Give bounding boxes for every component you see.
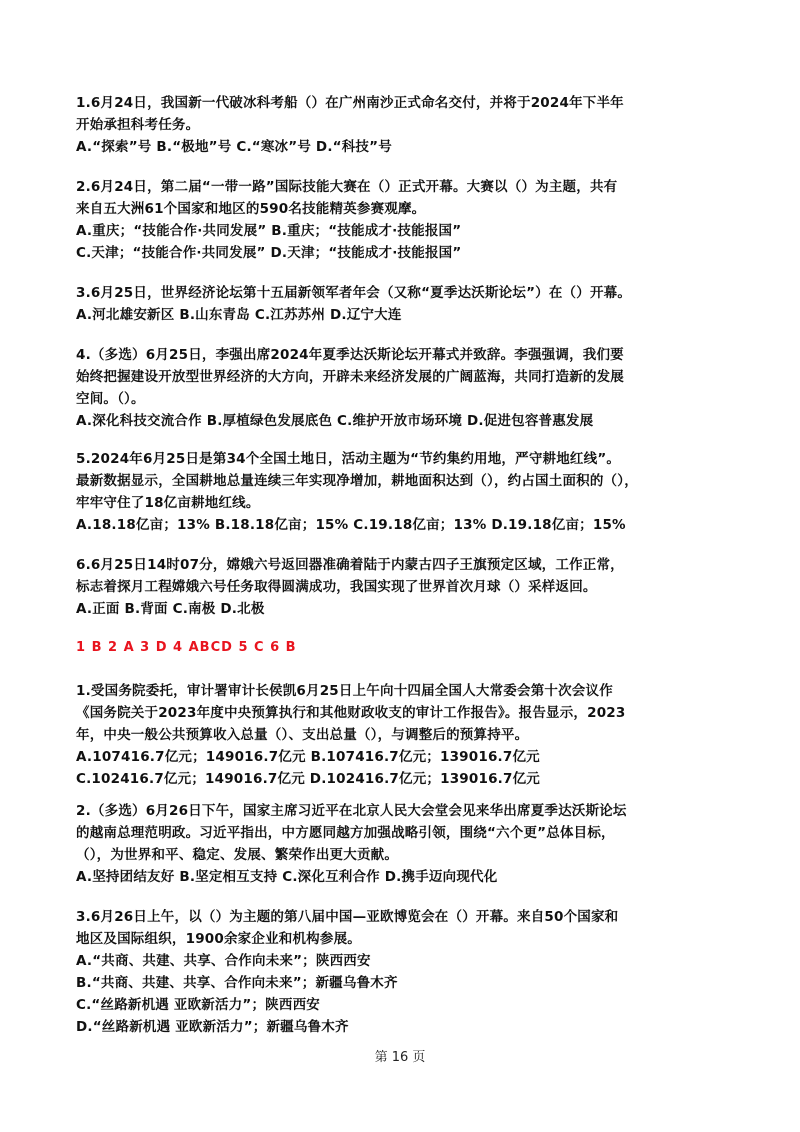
question-line: 来自五大洲61个国家和地区的590名技能精英参赛观摩。 xyxy=(76,201,426,217)
question-line: 1.6月24日，我国新一代破冰科考船（）在广州南沙正式命名交付，并将于2024年下半年 xyxy=(76,95,624,111)
question-block xyxy=(76,680,736,790)
question-line: 空间。（）。 xyxy=(76,391,145,407)
option-line: A.坚持团结友好 B.坚定相互支持 C.深化互利合作 D.携手迈向现代化 xyxy=(76,869,498,885)
option-line: A.河北雄安新区 B.山东青岛 C.江苏苏州 D.辽宁大连 xyxy=(76,307,402,323)
option-line: A.“共商、共建、共享、合作向未来”；陕西西安 xyxy=(76,953,371,969)
question-line: 5.2024年6月25日是第34个全国土地日，活动主题为“节约集约用地，严守耕地红线”。 xyxy=(76,451,621,467)
question-line: 3.6月26日上午，以（）为主题的第八届中国—亚欧博览会在（）开幕。来自50个国家和 xyxy=(76,909,619,925)
question-line: 3.6月25日，世界经济论坛第十五届新领军者年会（又称“夏季达沃斯论坛”）在（）开幕。 xyxy=(76,285,632,301)
question-line: 6.6月25日14时07分，嫦娥六号返回器准确着陆于内蒙古四子王旗预定区域，工作正常， xyxy=(76,557,624,573)
page-number: 第 16 页 xyxy=(374,1050,426,1065)
question-line: 2.（多选）6月26日下午，国家主席习近平在北京人民大会堂会见来华出席夏季达沃斯论坛 xyxy=(76,803,627,819)
question-line: 地区及国际组织，1900余家企业和机构参展。 xyxy=(76,931,361,947)
question-block xyxy=(76,92,736,158)
question-block xyxy=(76,282,736,326)
question-line: 的越南总理范明政。习近平指出，中方愿同越方加强战略引领，围绕“六个更”总体目标， xyxy=(76,825,615,841)
question-line: 始终把握建设开放型世界经济的大方向，开辟未来经济发展的广阔蓝海，共同打造新的发展 xyxy=(76,369,624,385)
option-line: A.重庆；“技能合作·共同发展” B.重庆；“技能成才·技能报国” xyxy=(76,223,462,239)
option-line: D.“丝路新机遇 亚欧新活力”；新疆乌鲁木齐 xyxy=(76,1019,349,1035)
question-line: 最新数据显示，全国耕地总量连续三年实现净增加，耕地面积达到（），约占国土面积的（）， xyxy=(76,473,638,489)
question-line: 2.6月24日，第二届“一带一路”国际技能大赛在（）正式开幕。大赛以（）为主题，共有 xyxy=(76,179,618,195)
option-line: A.正面 B.背面 C.南极 D.北极 xyxy=(76,601,265,617)
question-line: 牢牢守住了18亿亩耕地红线。 xyxy=(76,495,260,511)
question-block xyxy=(76,906,736,1038)
question-block xyxy=(76,800,736,888)
option-line: B.“共商、共建、共享、合作向未来”；新疆乌鲁木齐 xyxy=(76,975,398,991)
option-line: A.107416.7亿元；149016.7亿元 B.107416.7亿元；139016.7亿元 xyxy=(76,749,540,765)
option-line: A.18.18亿亩；13% B.18.18亿亩；15% C.19.18亿亩；13% D.19.18亿亩；15% xyxy=(76,517,626,533)
question-line: 标志着探月工程嫦娥六号任务取得圆满成功，我国实现了世界首次月球（）采样返回。 xyxy=(76,579,597,595)
option-line: C.天津；“技能合作·共同发展” D.天津；“技能成才·技能报国” xyxy=(76,245,462,261)
question-block xyxy=(76,344,736,432)
answer-key: 1 B 2 A 3 D 4 ABCD 5 C 6 B xyxy=(76,640,297,655)
question-line: 年，中央一般公共预算收入总量（）、支出总量（），与调整后的预算持平。 xyxy=(76,727,529,743)
option-line: A.“探索”号 B.“极地”号 C.“寒冰”号 D.“科技”号 xyxy=(76,139,392,155)
question-block xyxy=(76,554,736,620)
question-line: （），为世界和平、稳定、发展、繁荣作出更大贡献。 xyxy=(76,847,399,863)
option-line: C.102416.7亿元；149016.7亿元 D.102416.7亿元；139016.7亿元 xyxy=(76,771,540,787)
option-line: C.“丝路新机遇 亚欧新活力”；陕西西安 xyxy=(76,997,320,1013)
question-block xyxy=(76,176,736,264)
option-line: A.深化科技交流合作 B.厚植绿色发展底色 C.维护开放市场环境 D.促进包容普惠发展 xyxy=(76,413,594,429)
question-block xyxy=(76,448,736,536)
question-line: 1.受国务院委托，审计署审计长侯凯6月25日上午向十四届全国人大常委会第十次会议作 xyxy=(76,683,613,699)
question-line: 开始承担科考任务。 xyxy=(76,117,200,133)
question-line: 《国务院关于2023年度中央预算执行和其他财政收支的审计工作报告》。报告显示，2023 xyxy=(76,705,626,721)
question-line: 4.（多选）6月25日，李强出席2024年夏季达沃斯论坛开幕式并致辞。李强强调，我们要 xyxy=(76,347,624,363)
